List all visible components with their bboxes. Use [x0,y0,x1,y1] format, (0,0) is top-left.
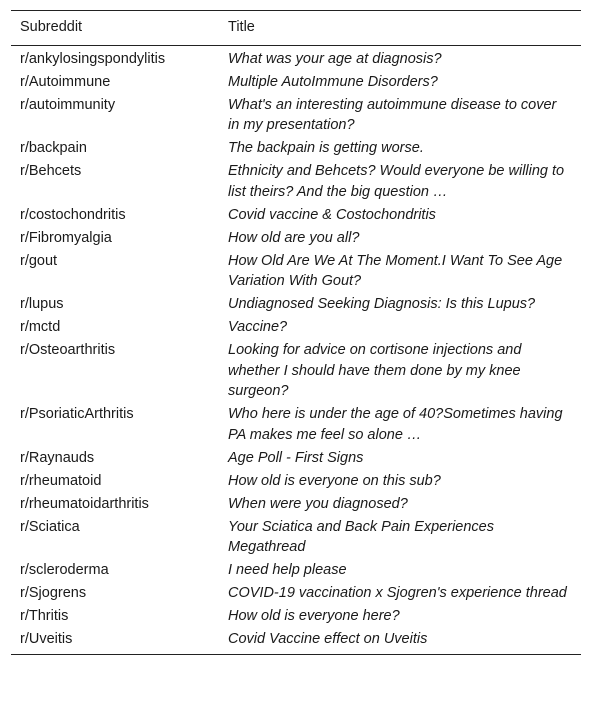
table-row [11,493,581,516]
title-cell: I need help please [228,562,347,578]
title-cell: What was your age at diagnosis? [228,50,442,67]
subreddit-cell: r/backpain [20,140,87,156]
subreddit-cell: r/Autoimmune [20,73,111,90]
title-cell: When were you diagnosed? [228,495,408,512]
title-cell: Multiple AutoImmune Disorders? [228,73,438,90]
table-row [11,403,581,447]
table-row [11,447,581,470]
table-row [11,470,581,493]
header-subreddit: Subreddit [11,11,228,46]
title-cell: Who here is under the age of 40?Sometimes having PA makes me feel so alone … [228,406,563,443]
subreddit-table [11,10,581,655]
table-row [11,339,581,403]
subreddit-cell: r/Fibromyalgia [20,229,112,246]
subreddit-cell: r/gout [20,252,58,269]
table-row [11,160,581,204]
subreddit-cell: r/Uveitis [11,628,228,654]
title-cell: How Old Are We At The Moment.I Want To See Age Variation With Gout? [228,252,563,289]
subreddit-cell: r/Thritis [20,608,69,624]
subreddit-cell: r/lupus [20,296,64,312]
title-cell: How old is everyone here? [228,608,400,624]
table-row [11,71,581,94]
subreddit-cell: r/PsoriaticArthritis [20,406,134,422]
subreddit-cell: r/ankylosingspondylitis [20,50,166,67]
table-row [11,45,581,71]
title-cell: Looking for advice on cortisone injections and whether I should have them done by my knee surgeon? [228,342,522,399]
title-cell: Your Sciatica and Back Pain Experiences Megathread [228,518,494,555]
subreddit-cell: r/rheumatoidarthritis [20,495,149,512]
table-row [11,250,581,294]
subreddit-cell: r/costochondritis [20,206,126,223]
title-cell: Age Poll - First Signs [228,449,364,466]
table-row [11,582,581,605]
subreddit-cell: r/Sciatica [20,518,80,535]
table-row [11,559,581,582]
table-row [11,137,581,160]
title-cell: Vaccine? [228,319,288,335]
title-cell: How old are you all? [228,229,360,246]
subreddit-cell: r/rheumatoid [20,472,102,489]
table-row [11,293,581,316]
title-cell: Ethnicity and Behcets? Would everyone be willing to list theirs? And the big question … [228,163,565,200]
table-row [11,227,581,250]
title-cell: Covid Vaccine effect on Uveitis [228,628,581,654]
table-row [11,628,581,654]
title-cell: The backpain is getting worse. [228,140,424,156]
table-row [11,94,581,138]
title-cell: How old is everyone on this sub? [228,472,441,489]
subreddit-cell: r/Osteoarthritis [20,342,116,358]
header-row [11,11,581,46]
header-title: Title [228,11,581,46]
table-row [11,605,581,628]
title-cell: What's an interesting autoimmune disease to cover in my presentation? [228,96,557,133]
table-row [11,316,581,339]
subreddit-cell: r/Behcets [20,163,82,179]
table-header [11,11,581,46]
subreddit-cell: r/Sjogrens [20,585,87,601]
subreddit-cell: r/autoimmunity [20,96,116,113]
title-cell: Covid vaccine & Costochondritis [228,206,436,223]
subreddit-cell: r/scleroderma [20,562,109,578]
table-row [11,204,581,227]
table-body [11,45,581,654]
title-cell: COVID-19 vaccination x Sjogren's experience thread [228,585,567,601]
title-cell: Undiagnosed Seeking Diagnosis: Is this Lupus? [228,296,536,312]
subreddit-cell: r/Raynauds [20,449,95,466]
subreddit-cell: r/mctd [20,319,61,335]
table-row [11,516,581,560]
